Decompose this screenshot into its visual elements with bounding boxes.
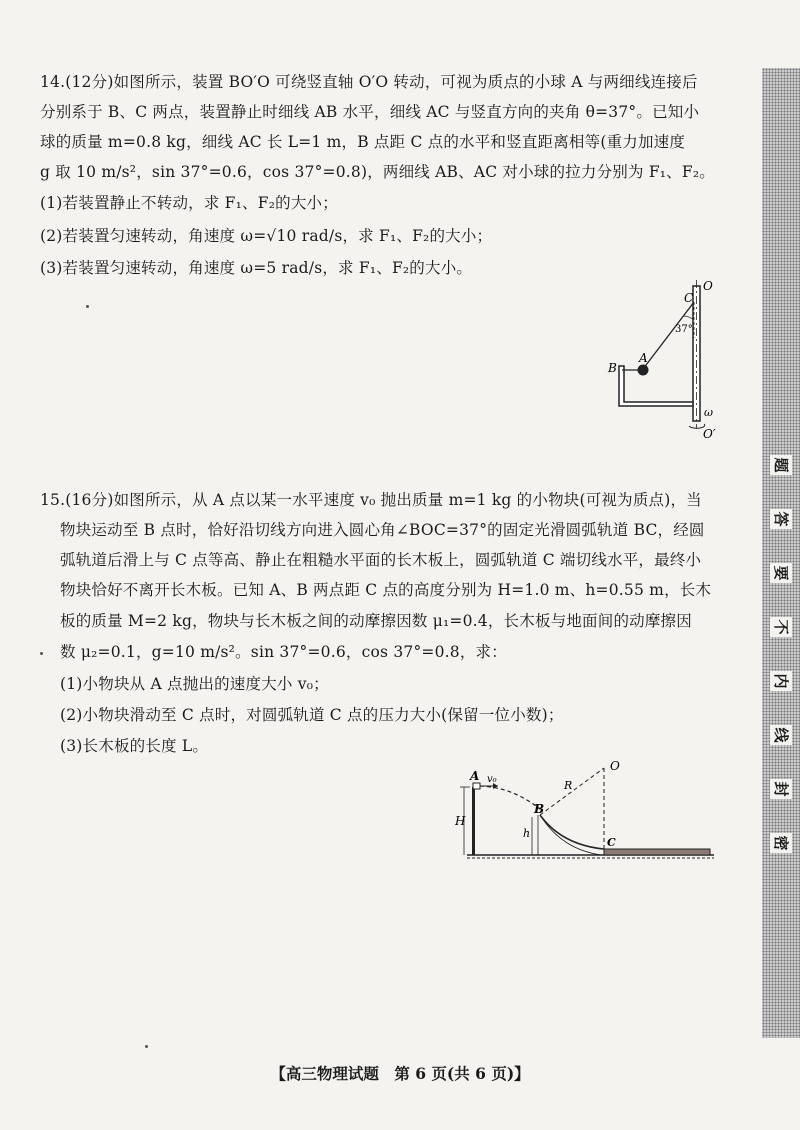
- string-ac: [643, 302, 694, 369]
- q15-line-1: 15.(16分)如图所示，从 A 点以某一水平速度 v₀ 抛出质量 m=1 kg 的小物块(可视为质点)，当: [40, 491, 702, 509]
- q14-line-4: g 取 10 m/s²，sin 37°=0.6，cos 37°=0.8)，两细线 AB、AC 对小球的拉力分别为 F₁、F₂。: [40, 163, 715, 181]
- binding-strip: [762, 68, 800, 1038]
- label-o: O: [610, 759, 620, 773]
- label-b: B: [608, 361, 617, 375]
- q14-part-3: (3)若装置匀速转动，角速度 ω=5 rad/s，求 F₁、F₂的大小。: [40, 259, 473, 277]
- arc-track: [540, 815, 604, 849]
- arc-support: [538, 815, 602, 855]
- page-footer: 【高三物理试题 第 6 页(共 6 页)】: [270, 1064, 530, 1083]
- binding-char: 线: [770, 725, 792, 745]
- projectile-path: [480, 786, 540, 809]
- block-a: [473, 783, 480, 789]
- q15-line-2: 物块运动至 B 点时，恰好沿切线方向进入圆心角∠BOC=37°的固定光滑圆弧轨道 BC，经圆: [60, 521, 705, 539]
- q14-part-2: (2)若装置匀速转动，角速度 ω=√10 rad/s，求 F₁、F₂的大小；: [40, 227, 493, 245]
- vertical-rod: [693, 286, 700, 421]
- horizontal-arm: [619, 366, 693, 406]
- q15-part-3: (3)长木板的长度 L。: [60, 737, 209, 755]
- binding-char: 密: [770, 833, 792, 853]
- q14-part-1: (1)若装置静止不转动，求 F₁、F₂的大小；: [40, 194, 338, 212]
- q15-figure: [452, 755, 722, 870]
- label-a: A: [470, 769, 480, 783]
- label-r: R: [564, 779, 573, 792]
- label-a: A: [639, 351, 648, 365]
- label-o-prime: O′: [703, 427, 716, 441]
- q14-figure: [605, 278, 725, 448]
- label-omega: ω: [704, 406, 713, 419]
- q15-part-1: (1)小物块从 A 点抛出的速度大小 v₀；: [60, 675, 329, 693]
- scan-speck: [40, 652, 43, 655]
- q15-line-4: 物块恰好不离开长木板。已知 A、B 两点距 C 点的高度分别为 H=1.0 m、h=0.55 m，长木: [60, 581, 712, 599]
- label-small-h: h: [523, 827, 531, 840]
- q14-line-3: 球的质量 m=0.8 kg，细线 AC 长 L=1 m，B 点距 C 点的水平和竖直距离相等(重力加速度: [40, 133, 686, 151]
- binding-char: 不: [770, 617, 792, 637]
- label-o: O: [703, 279, 713, 293]
- q14-line-2: 分别系于 B、C 两点，装置静止时细线 AB 水平，细线 AC 与竖直方向的夹角 θ=37°。已知小: [40, 103, 700, 121]
- label-c: C: [607, 836, 616, 849]
- q15-line-5: 板的质量 M=2 kg，物块与长木板之间的动摩擦因数 μ₁=0.4，长木板与地面间的动摩擦因: [60, 612, 692, 630]
- q15-part-2: (2)小物块滑动至 C 点时，对圆弧轨道 C 点的压力大小(保留一位小数)；: [60, 706, 564, 724]
- binding-char: 题: [770, 455, 792, 475]
- label-angle: 37°: [675, 324, 693, 335]
- binding-char: 内: [770, 671, 792, 691]
- scan-speck: [86, 305, 89, 308]
- binding-char: 要: [770, 563, 792, 583]
- binding-char: 答: [770, 509, 792, 529]
- ball-a: [638, 365, 649, 376]
- scan-speck: [145, 1045, 148, 1048]
- q15-line-3: 弧轨道后滑上与 C 点等高、静止在粗糙水平面的长木板上，圆弧轨道 C 端切线水平，最终小: [60, 551, 702, 569]
- label-big-h: H: [455, 814, 466, 828]
- binding-char: 封: [770, 779, 792, 799]
- long-board: [604, 849, 710, 855]
- platform-post: [472, 787, 475, 855]
- label-c: C: [684, 291, 694, 305]
- label-v0: v₀: [487, 774, 497, 785]
- q15-line-6: 数 μ₂=0.1，g=10 m/s²。sin 37°=0.6，cos 37°=0.8，求：: [60, 643, 507, 661]
- label-b: B: [534, 802, 545, 816]
- q14-line-1: 14.(12分)如图所示，装置 BO′O 可绕竖直轴 O′O 转动，可视为质点的小球 A 与两细线连接后: [40, 73, 698, 91]
- binding-notice: [762, 428, 800, 868]
